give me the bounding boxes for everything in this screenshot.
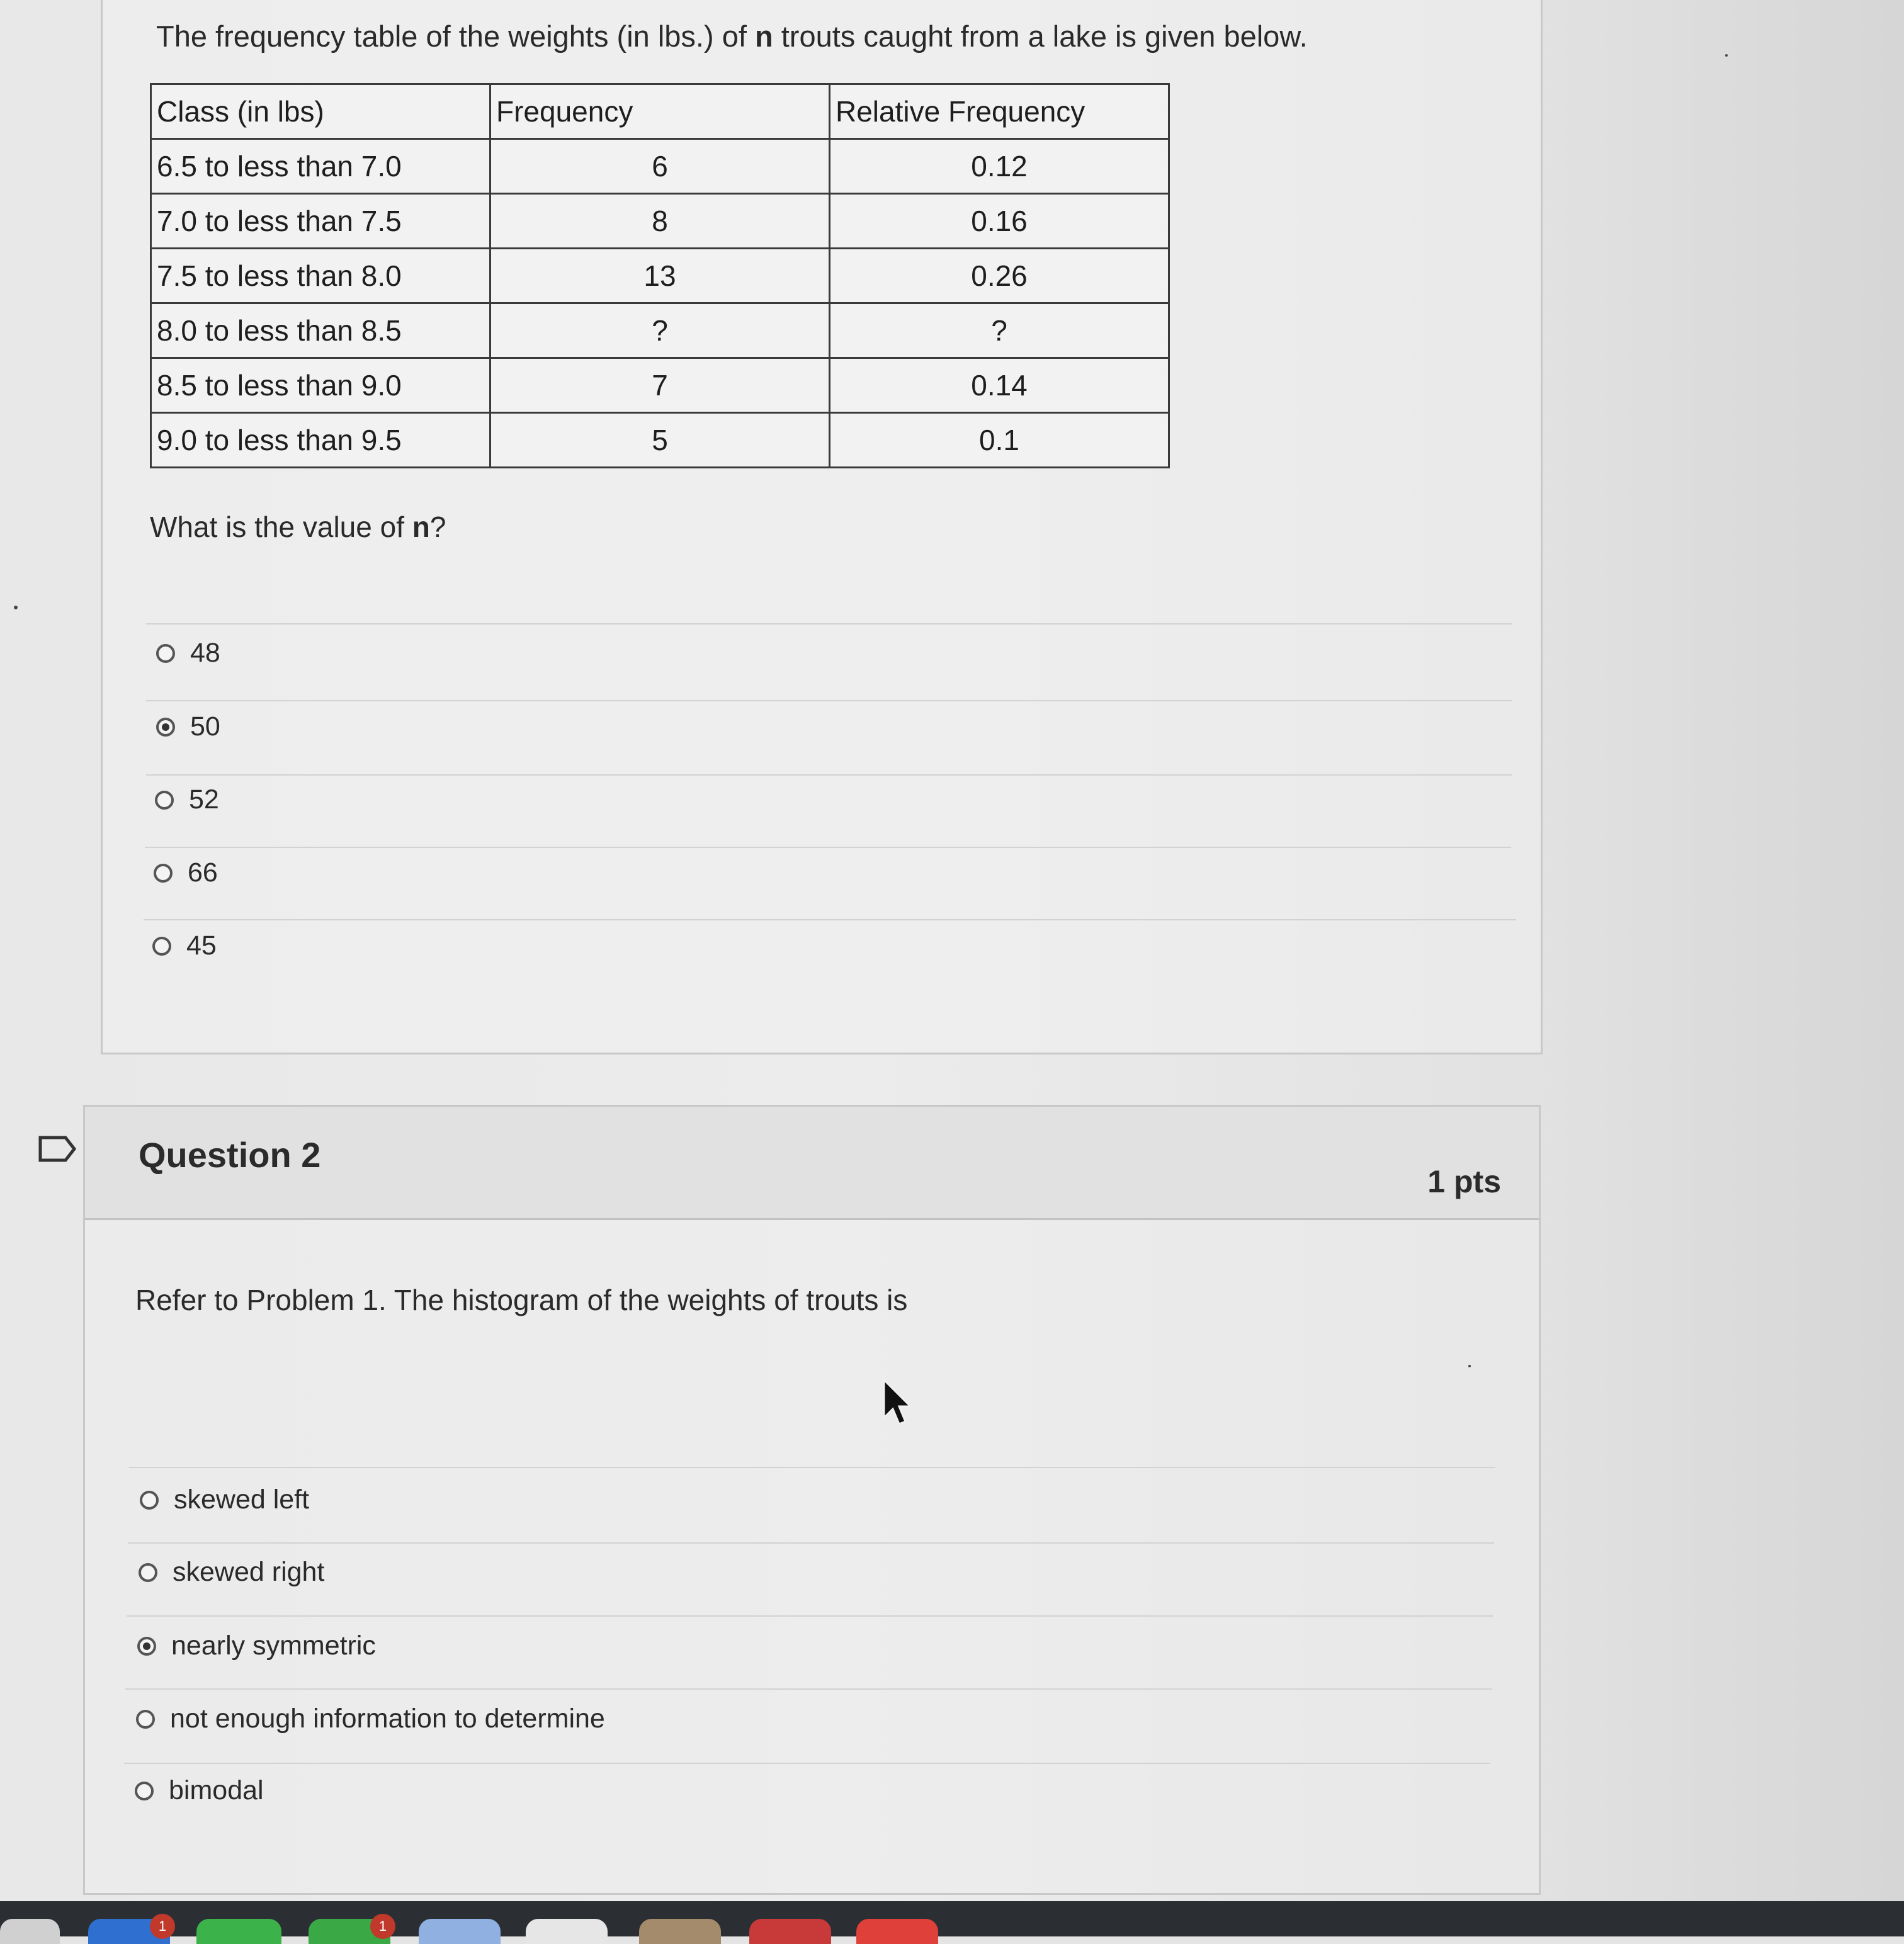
cell-frequency: 8 <box>490 194 830 249</box>
option-divider <box>146 774 1512 776</box>
option-divider <box>145 847 1511 848</box>
table-row <box>151 249 1169 303</box>
table-row <box>151 139 1169 194</box>
cell-frequency: 5 <box>490 413 830 468</box>
cell-frequency: ? <box>490 303 830 358</box>
option-divider <box>146 623 1512 624</box>
notification-badge: 1 <box>150 1914 175 1939</box>
option-label: skewed right <box>173 1557 325 1587</box>
option-label: skewed left <box>174 1484 310 1515</box>
taskbar-app-icon[interactable] <box>749 1919 831 1944</box>
intro-text-end: trouts caught from a lake is given below. <box>773 20 1308 53</box>
cell-frequency: 6 <box>490 139 830 194</box>
option-label: not enough information to determine <box>170 1704 605 1734</box>
option-label: 52 <box>189 784 219 815</box>
option-label: 66 <box>188 857 218 888</box>
option-divider <box>129 1467 1495 1468</box>
option-divider <box>125 1688 1492 1690</box>
table-row <box>151 358 1169 413</box>
cell-class: 8.5 to less than 9.0 <box>151 358 490 413</box>
question-1-prompt <box>150 510 446 544</box>
screen-speck <box>14 606 18 609</box>
table-row <box>151 413 1169 468</box>
q2-option-bimodal[interactable] <box>135 1775 264 1806</box>
question-2-text: Refer to Problem 1. The histogram of the weights of trouts is <box>135 1284 908 1316</box>
question-2-title: Question 2 <box>139 1135 321 1175</box>
radio-selected-icon[interactable] <box>137 1637 156 1656</box>
taskbar-app-icon[interactable] <box>0 1919 60 1944</box>
radio-unselected-icon[interactable] <box>140 1491 159 1510</box>
option-divider <box>144 919 1516 920</box>
cell-class: 6.5 to less than 7.0 <box>151 139 490 194</box>
radio-selected-icon[interactable] <box>156 718 175 737</box>
notification-badge: 1 <box>370 1914 395 1939</box>
question-2-header <box>85 1107 1539 1220</box>
header-frequency: Frequency <box>490 84 830 139</box>
frequency-table <box>150 83 1170 468</box>
intro-variable: n <box>754 20 773 53</box>
radio-unselected-icon[interactable] <box>139 1563 157 1582</box>
cell-relative-frequency: 0.1 <box>830 413 1169 468</box>
cell-class: 8.0 to less than 8.5 <box>151 303 490 358</box>
screen-speck <box>1468 1365 1471 1367</box>
radio-unselected-icon[interactable] <box>136 1710 155 1729</box>
option-label: bimodal <box>169 1775 264 1806</box>
q2-option-skewed-left[interactable] <box>140 1484 309 1515</box>
table-row <box>151 194 1169 249</box>
cell-class: 7.0 to less than 7.5 <box>151 194 490 249</box>
taskbar-app-icon[interactable] <box>196 1919 281 1944</box>
cell-relative-frequency: ? <box>830 303 1169 358</box>
cell-relative-frequency: 0.16 <box>830 194 1169 249</box>
cell-relative-frequency: 0.12 <box>830 139 1169 194</box>
mouse-pointer-icon <box>881 1379 913 1429</box>
q2-option-not-enough-info[interactable] <box>136 1704 605 1734</box>
table-row <box>151 303 1169 358</box>
radio-unselected-icon[interactable] <box>154 864 173 883</box>
cell-class: 7.5 to less than 8.0 <box>151 249 490 303</box>
taskbar-app-icon[interactable] <box>856 1919 938 1944</box>
cell-class: 9.0 to less than 9.5 <box>151 413 490 468</box>
cell-frequency: 7 <box>490 358 830 413</box>
screen-speck <box>1725 54 1728 57</box>
option-label: 48 <box>190 638 220 668</box>
cell-relative-frequency: 0.14 <box>830 358 1169 413</box>
q2-option-skewed-right[interactable] <box>139 1557 324 1588</box>
radio-unselected-icon[interactable] <box>155 791 174 810</box>
prompt-text: What is the value of <box>150 511 412 543</box>
taskbar-app-icon[interactable] <box>526 1919 608 1944</box>
question-1-intro <box>156 19 1308 54</box>
taskbar <box>0 1901 1904 1936</box>
intro-text: The frequency table of the weights (in lbs.) of <box>156 20 755 53</box>
q1-option-45[interactable] <box>152 930 217 961</box>
option-label: 50 <box>190 711 220 742</box>
option-divider <box>127 1615 1493 1617</box>
option-divider <box>128 1542 1494 1544</box>
radio-unselected-icon[interactable] <box>152 937 171 956</box>
q1-option-50[interactable] <box>156 711 220 742</box>
radio-unselected-icon[interactable] <box>156 644 175 663</box>
prompt-variable: n <box>412 511 430 543</box>
option-label: nearly symmetric <box>171 1630 376 1661</box>
prompt-text-end: ? <box>429 511 446 543</box>
q2-option-nearly-symmetric[interactable] <box>137 1630 376 1661</box>
taskbar-app-icon[interactable] <box>419 1919 501 1944</box>
q1-option-52[interactable] <box>155 784 219 815</box>
bookmark-flag-icon[interactable] <box>38 1135 77 1163</box>
header-relative-frequency: Relative Frequency <box>830 84 1169 139</box>
option-divider <box>124 1763 1490 1764</box>
q1-option-66[interactable] <box>154 857 218 888</box>
option-divider <box>146 700 1512 701</box>
table-header-row <box>151 84 1169 139</box>
cell-frequency: 13 <box>490 249 830 303</box>
radio-unselected-icon[interactable] <box>135 1782 154 1800</box>
question-2-points: 1 pts <box>1427 1164 1501 1199</box>
q1-option-48[interactable] <box>156 638 220 669</box>
cell-relative-frequency: 0.26 <box>830 249 1169 303</box>
taskbar-app-icon[interactable] <box>639 1919 721 1944</box>
option-label: 45 <box>186 930 217 961</box>
header-class: Class (in lbs) <box>151 84 490 139</box>
